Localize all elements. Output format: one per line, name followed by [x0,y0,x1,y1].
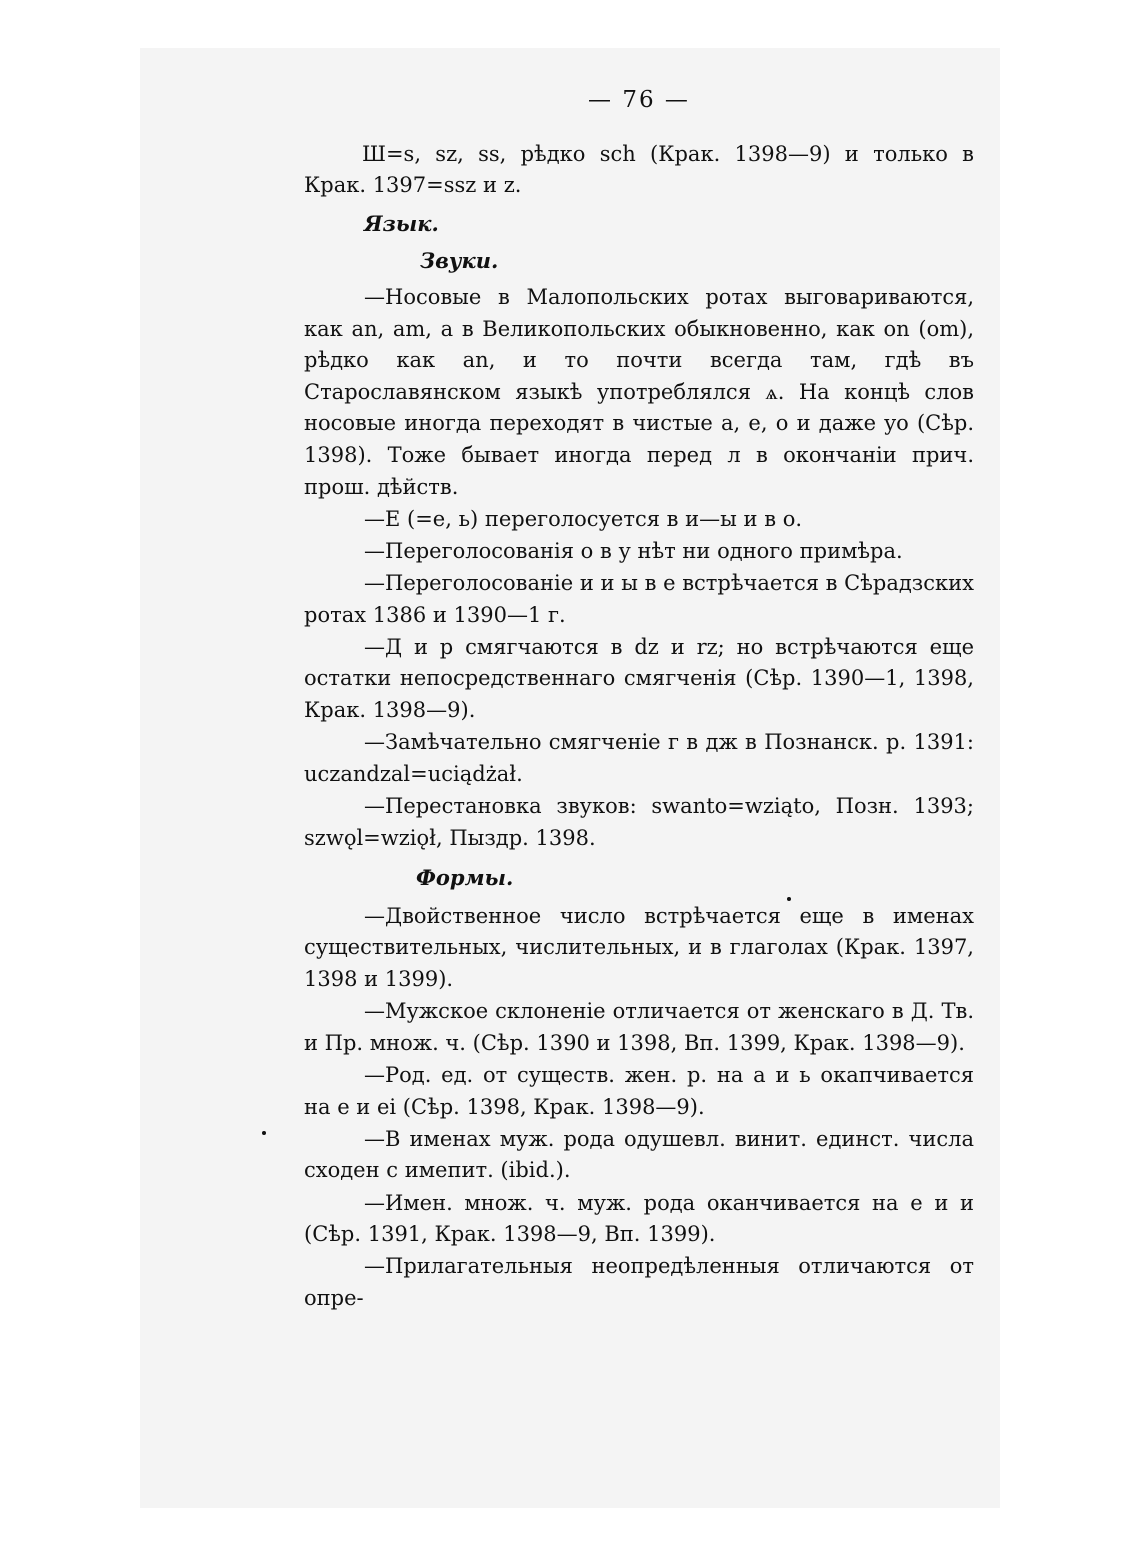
sounds-paragraph-d-r: —Д и р смягчаются в dz и rz; но встрѣчаются еще остатки непосредственнаго смягченія (Сѣр. 1390—1, 1398, Крак. 1398—9). [304,634,974,723]
forms-paragraph-masculine: —Мужское склоненіе отличается от женскаго в Д. Тв. и Пр. множ. ч. (Сѣр. 1390 и 1398, Вп. 1399, Крак. 1398—9). [304,999,974,1055]
intro-paragraph: Ш=s, sz, ss, рѣдко sch (Крак. 1398—9) и только в Крак. 1397=ssz и z. [304,141,974,198]
ink-speck-margin [262,1131,266,1135]
sounds-paragraph-metathesis: —Перестановка звуков: swanto=wziąto, Позн. 1393; szwǫl=wziǫł, Пыздр. 1398. [304,794,974,850]
sounds-paragraph-o-u: —Переголосованія о в у нѣт ни одного примѣра. [364,538,903,563]
forms-paragraph-dual: —Двойственное число встрѣчается еще в именах существительных, числительных, и в глаголах (Крак. 1397, 1398 и 1399). [304,903,974,991]
forms-paragraph-accusative: —В именах муж. рода одушевл. винит. единст. числа сходен с имепит. (ibid.). [304,1126,974,1183]
ink-speck-top [787,897,791,901]
sounds-paragraph-e: —Е (=е, ь) переголосуется в и—ы и в о. [364,506,803,531]
sounds-paragraph-g: —Замѣчательно смягченіе г в дж в Познанск. р. 1391: uczandzal=uciądżał. [304,730,974,786]
forms-paragraph-nominative-plural: —Имен. множ. ч. муж. рода оканчивается на е и и (Сѣр. 1391, Крак. 1398—9, Вп. 1399). [304,1190,974,1247]
forms-paragraph-adjectives: —Прилагательныя неопредѣленныя отличаются от опре- [304,1254,974,1310]
heading-forms: Формы. [416,865,514,891]
sounds-paragraph-i-y: —Переголосованіе и и ы в е встрѣчается в Сѣрадзских ротах 1386 и 1390—1 г. [304,571,974,627]
forms-paragraph-genitive: —Род. ед. от существ. жен. р. на а и ь окапчивается на е и ei (Сѣр. 1398, Крак. 1398—9). [304,1062,974,1119]
page-number: — 76 — [588,87,690,113]
heading-language: Язык. [364,210,439,236]
page-text-block [304,85,974,1315]
sounds-paragraph-nasal: —Носовые в Малопольских ротах выговариваются, как an, am, а в Великопольских обыкновенно, как on (om), рѣдко как an, и то почти всегда там, гдѣ въ Старославянском языкѣ употреблялся ѧ. На концѣ слов носовые иногда переходят в чистые a, e, o и даже yo (Сѣр. 1398). Тоже бывает иногда перед л в окончаніи прич. прош. дѣйств. [304,284,974,499]
heading-sounds: Звуки. [420,248,499,274]
